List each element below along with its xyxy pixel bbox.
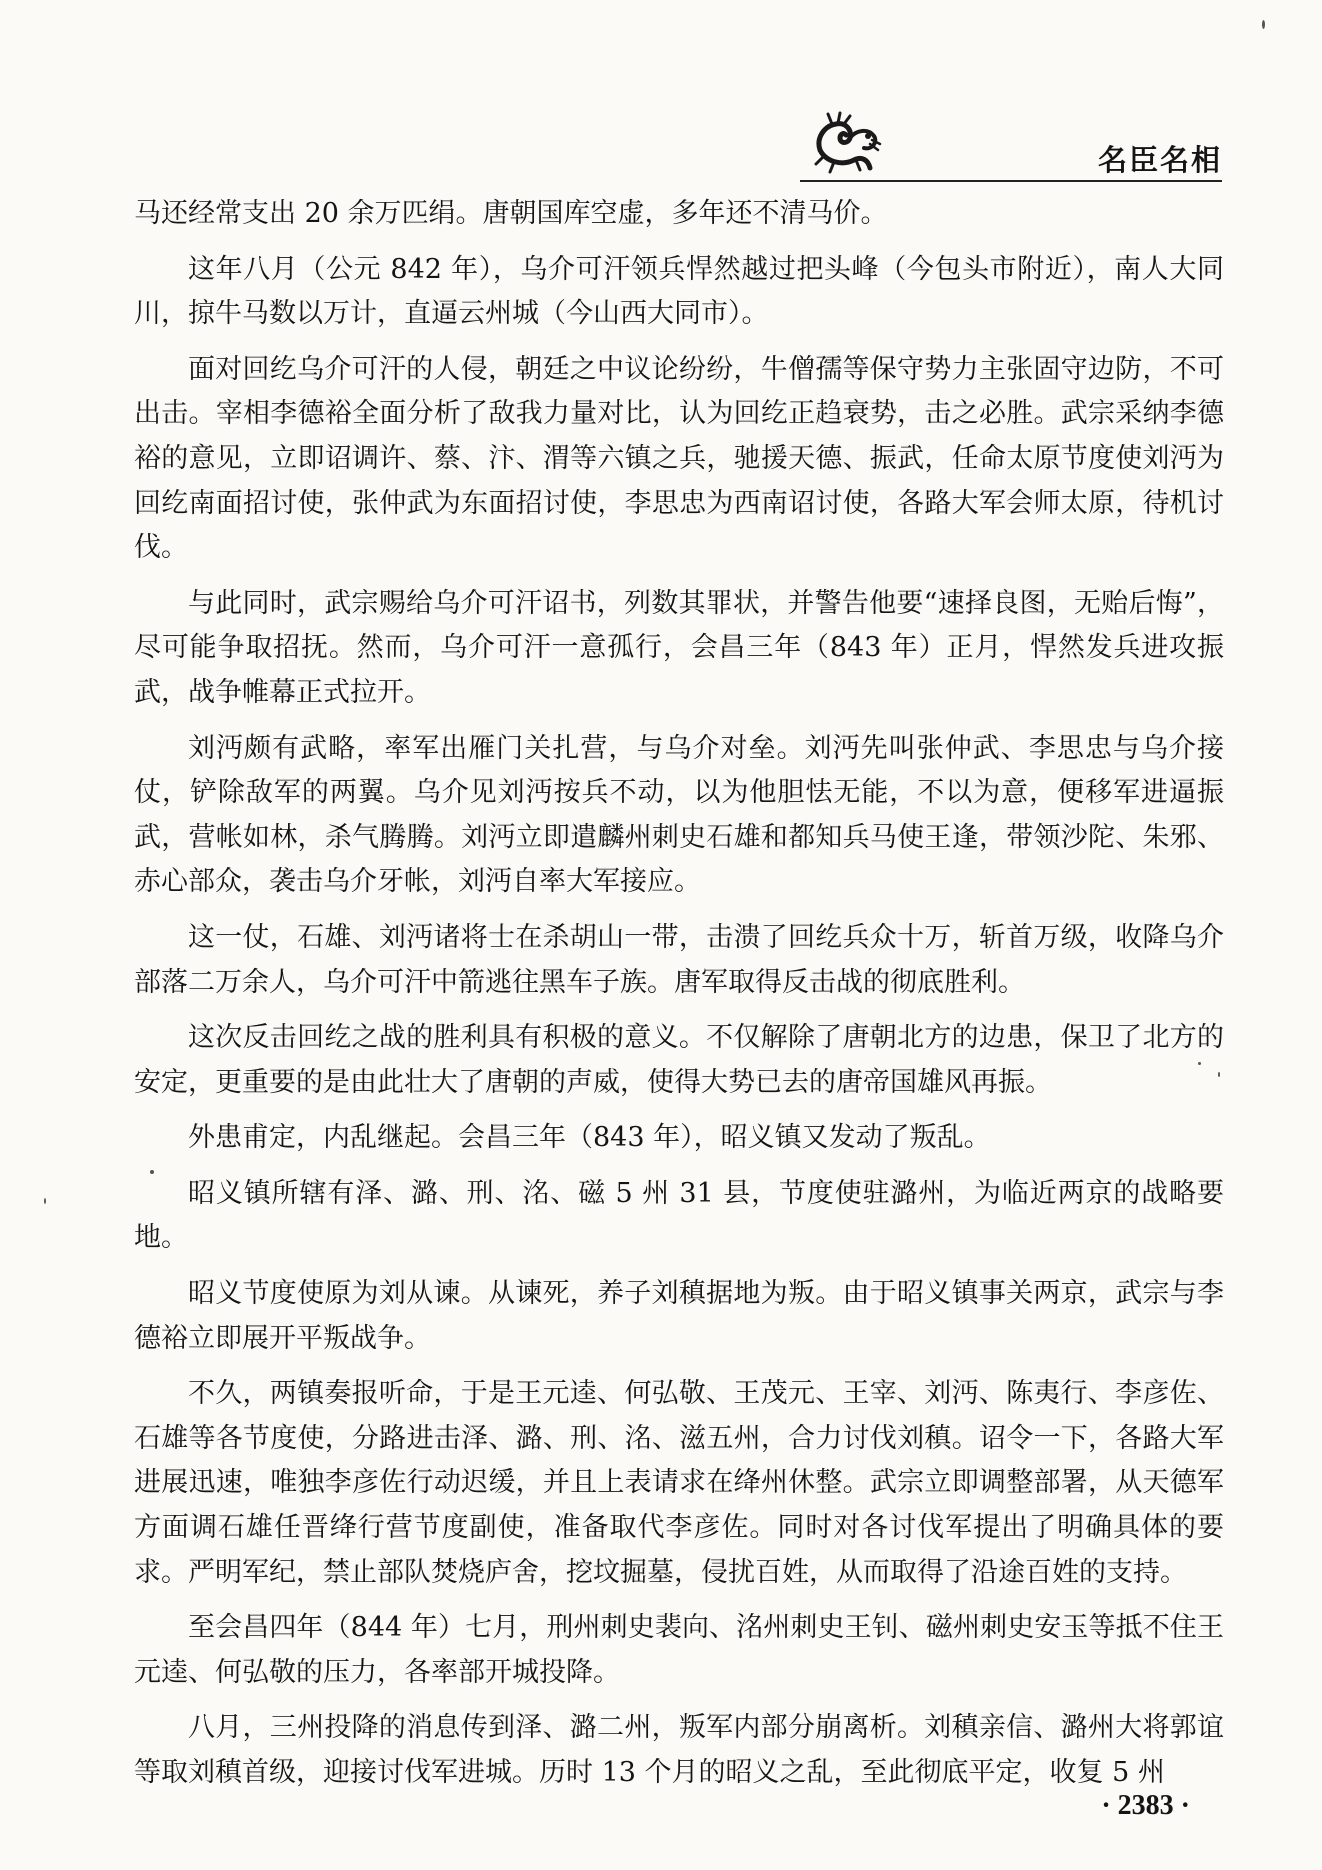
paragraph: 昭义节度使原为刘从谏。从谏死，养子刘稹据地为叛。由于昭义镇事关两京，武宗与李德裕立即展开平叛战争。 xyxy=(134,1278,1224,1354)
header-rule xyxy=(800,180,1222,182)
scan-speck xyxy=(1198,1062,1201,1065)
paragraph: 昭义镇所辖有泽、潞、刑、洺、磁 5 州 31 县，节度使驻潞州，为临近两京的战略要地。 xyxy=(134,1177,1224,1254)
section-title: 名臣名相 xyxy=(1097,143,1222,177)
paragraph: 与此同时，武宗赐给乌介可汗诏书，列数其罪状，并警告他要“速择良图，无贻后悔”，尽可能争取招抚。然而，乌介可汗一意孤行，会昌三年（843 年）正月，悍然发兵进攻振武，战争帷幕正式拉开。 xyxy=(134,587,1224,708)
paragraph: 面对回纥乌介可汗的人侵，朝廷之中议论纷纷，牛僧孺等保守势力主张固守边防，不可出击。宰相李德裕全面分析了敌我力量对比，认为回纥正趋衰势，击之必胜。武宗采纳李德裕的意见，立即诏调许、蔡、汴、渭等六镇之兵，驰援天德、振武，任命太原节度使刘沔为回纥南面招讨使，张仲武为东面招讨使，李思忠为西南诏讨使，各路大军会师太原，待机讨伐。 xyxy=(134,353,1224,564)
paragraph: 至会昌四年（844 年）七月，刑州刺史裴向、洺州刺史王钊、磁州刺史安玉等抵不住王元逵、何弘敬的压力，各率部开城投降。 xyxy=(134,1612,1224,1688)
paragraph: 不久，两镇奏报听命，于是王元逵、何弘敬、王茂元、王宰、刘沔、陈夷行、李彦佐、石雄等各节度使，分路进击泽、潞、刑、洺、滋五州，合力讨伐刘稹。诏令一下，各路大军进展迅速，唯独李彦佐行动迟缓，并且上表请求在绛州休整。武宗立即调整部署，从天德军方面调石雄任晋绛行营节度副使，准备取代李彦佐。同时对各讨伐军提出了明确具体的要求。严明军纪，禁止部队焚烧庐舍，挖坟掘墓，侵扰百姓，从而取得了沿途百姓的支持。 xyxy=(134,1378,1224,1588)
paragraph: 这一仗，石雄、刘沔诸将士在杀胡山一带，击溃了回纥兵众十万，斩首万级，收降乌介部落二万余人，乌介可汗中箭逃往黑车子族。唐军取得反击战的彻底胜利。 xyxy=(134,921,1224,998)
paragraph: 八月，三州投降的消息传到泽、潞二州，叛军内部分崩离析。刘稹亲信、潞州大将郭谊等取刘稹首级，迎接讨伐军进城。历时 13 个月的昭义之乱，至此彻底平定，收复 5 州 xyxy=(134,1712,1224,1788)
paragraph: 刘沔颇有武略，率军出雁门关扎营，与乌介对垒。刘沔先叫张仲武、李思忠与乌介接仗，铲除敌军的两翼。乌介见刘沔按兵不动，以为他胆怯无能，不以为意，便移军进逼振武，营帐如林，杀气腾腾。刘沔立即遣麟州刺史石雄和都知兵马使王逢，带领沙陀、朱邪、赤心部众，袭击乌介牙帐，刘沔自率大军接应。 xyxy=(134,732,1224,898)
paragraph: 外患甫定，内乱继起。会昌三年（843 年），昭义镇又发动了叛乱。 xyxy=(188,1122,991,1154)
scan-speck xyxy=(1262,20,1265,29)
paragraph: 马还经常支出 20 余万匹绢。唐朝国库空虚，多年还不清马价。 xyxy=(134,198,888,229)
scan-speck xyxy=(44,1198,46,1204)
paragraph: 这年八月（公元 842 年），乌介可汗领兵悍然越过把头峰（今包头市附近），南人大同川，掠牛马数以万计，直逼云州城（今山西大同市）。 xyxy=(134,253,1224,330)
body-text xyxy=(134,192,1224,1807)
scan-speck xyxy=(150,1170,154,1174)
page-number: · 2383 · xyxy=(1101,1790,1190,1821)
paragraph: 这次反击回纥之战的胜利具有积极的意义。不仅解除了唐朝北方的边患，保卫了北方的安定，更重要的是由此壮大了唐朝的声威，使得大势已去的唐帝国雄风再振。 xyxy=(134,1022,1224,1098)
dragon-icon xyxy=(810,110,882,174)
scan-speck xyxy=(1218,1072,1220,1077)
page-header xyxy=(800,108,1222,186)
